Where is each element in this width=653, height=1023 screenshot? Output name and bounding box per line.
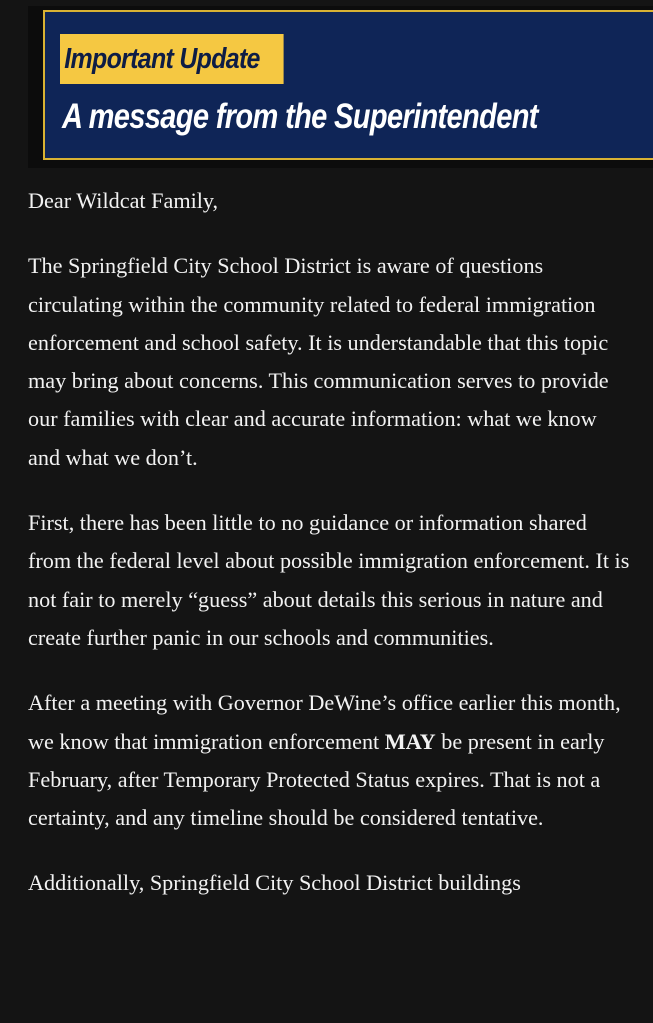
letter-greeting: Dear Wildcat Family, — [28, 188, 219, 213]
paragraph-3-text-start: After a meeting with Governor DeWine’s office earlier this month, we know that immigration enforcement — [28, 690, 621, 754]
paragraph-3-text-end: be present in early February, after Temporary Protected Status expires. That is not a certainty, and any timeline should be considered tentative. — [28, 728, 605, 831]
letter-paragraph-2: First, there has been little to no guidance or information shared from the federal level about possible immigration enforcement. It is not fair to merely “guess” about details this serious in nature and create further panic in our schools and communities. — [28, 510, 630, 650]
letter-paragraph-4: Additionally, Springfield City School District buildings — [28, 870, 521, 896]
letter-paragraph-3 — [28, 684, 632, 837]
announcement-banner — [43, 10, 653, 160]
paragraph-3-emphasis: MAY — [384, 728, 436, 754]
banner-frame — [28, 6, 653, 168]
letter-paragraph-1: The Springfield City School District is aware of questions circulating within the community related to federal immigration enforcement and school safety. It is understandable that this topic may bring about concerns. This communication serves to provide our families with clear and accurate information: what we know and what we don’t. — [28, 253, 609, 470]
letter-body — [28, 182, 632, 930]
banner-title: A message from the Superintendent — [62, 97, 538, 136]
banner-tag-label: Important Update — [60, 34, 284, 84]
